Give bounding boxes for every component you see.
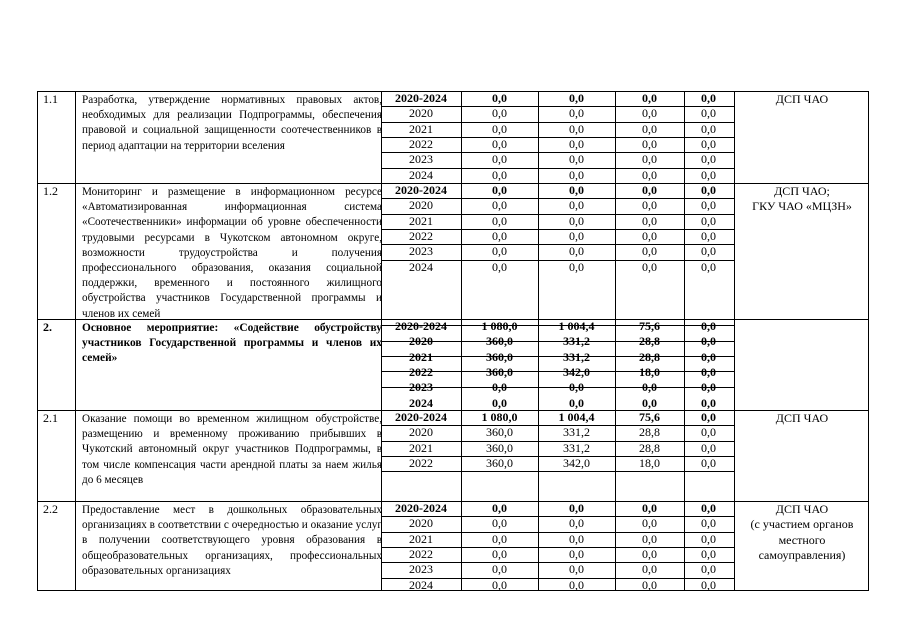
value-cell: 0,0	[569, 244, 584, 259]
value-cell: 0,0	[701, 501, 716, 515]
value-cell: 360,0	[486, 364, 513, 379]
value-cell: 0,0	[701, 516, 716, 531]
value-cell: 0,0	[701, 106, 716, 121]
value-cell: 0,0	[642, 244, 657, 259]
row-executor: ДСП ЧАО (с участием органов местного самоуправления)	[750, 502, 854, 562]
year-cell: 2021	[409, 213, 433, 228]
row-description: Основное мероприятие: «Содействие обустройству участников Государственной программы и членов их семей»	[82, 322, 382, 365]
value-cell: 0,0	[701, 410, 716, 424]
value-cell: 360,0	[486, 425, 513, 440]
value-cell: 0,0	[701, 183, 716, 197]
year-cell: 2022	[409, 136, 433, 151]
year-cell: 2022	[409, 546, 433, 561]
row-number: 2.2	[43, 502, 58, 516]
year-cell: 2021	[409, 440, 433, 455]
value-cell: 0,0	[642, 121, 657, 136]
value-cell: 360,0	[486, 455, 513, 470]
value-cell: 0,0	[492, 152, 507, 167]
value-cell: 18,0	[639, 364, 660, 379]
value-cell: 0,0	[569, 531, 584, 546]
value-cell: 0,0	[492, 136, 507, 151]
value-cell: 0,0	[492, 501, 507, 515]
year-cell: 2020-2024	[395, 91, 447, 105]
row-executor: ДСП ЧАО	[775, 92, 829, 106]
value-cell: 0,0	[701, 259, 716, 274]
value-cell: 0,0	[701, 152, 716, 167]
row-number: 1.2	[43, 184, 58, 198]
year-cell: 2024	[409, 577, 433, 592]
year-cell: 2020-2024	[395, 410, 447, 424]
value-cell: 28,8	[639, 334, 660, 349]
value-cell: 0,0	[701, 577, 716, 592]
value-cell: 0,0	[642, 577, 657, 592]
row-executor: ДСП ЧАО; ГКУ ЧАО «МЦЗН»	[752, 184, 852, 214]
value-cell: 0,0	[492, 577, 507, 592]
value-cell: 342,0	[563, 364, 590, 379]
value-cell: 0,0	[492, 121, 507, 136]
value-cell: 0,0	[492, 244, 507, 259]
value-cell: 0,0	[642, 259, 657, 274]
budget-table	[37, 91, 869, 591]
row-number: 2.	[43, 320, 52, 334]
value-cell: 0,0	[642, 562, 657, 577]
value-cell: 0,0	[492, 198, 507, 213]
year-cell: 2021	[409, 121, 433, 136]
value-cell: 0,0	[569, 516, 584, 531]
value-cell: 0,0	[492, 380, 507, 395]
value-cell: 18,0	[639, 455, 660, 470]
value-cell: 360,0	[486, 334, 513, 349]
value-cell: 0,0	[701, 455, 716, 470]
year-cell: 2024	[409, 395, 433, 410]
value-cell: 0,0	[569, 91, 584, 105]
year-cell: 2020-2024	[395, 319, 447, 333]
value-cell: 0,0	[569, 259, 584, 274]
value-cell: 75,6	[639, 319, 660, 333]
value-cell: 28,8	[639, 349, 660, 364]
row-executor: ДСП ЧАО	[775, 411, 829, 425]
value-cell: 342,0	[563, 455, 590, 470]
value-cell: 0,0	[569, 121, 584, 136]
year-cell: 2024	[409, 167, 433, 182]
value-cell: 0,0	[701, 546, 716, 561]
value-cell: 0,0	[492, 213, 507, 228]
value-cell: 0,0	[492, 167, 507, 182]
value-cell: 331,2	[563, 334, 590, 349]
year-cell: 2022	[409, 455, 433, 470]
value-cell: 0,0	[492, 562, 507, 577]
value-cell: 331,2	[563, 440, 590, 455]
table-border-left	[37, 91, 38, 591]
value-cell: 0,0	[701, 562, 716, 577]
year-row-divider	[381, 471, 734, 472]
value-cell: 0,0	[642, 531, 657, 546]
value-cell: 0,0	[569, 395, 584, 410]
year-cell: 2020-2024	[395, 501, 447, 515]
value-cell: 0,0	[701, 198, 716, 213]
year-cell: 2023	[409, 152, 433, 167]
value-cell: 0,0	[569, 198, 584, 213]
value-cell: 1 080,0	[481, 319, 518, 333]
value-cell: 1 080,0	[481, 410, 518, 424]
value-cell: 0,0	[701, 395, 716, 410]
value-cell: 0,0	[492, 395, 507, 410]
value-cell: 0,0	[569, 562, 584, 577]
year-cell: 2023	[409, 244, 433, 259]
value-cell: 28,8	[639, 425, 660, 440]
year-cell: 2020	[409, 334, 433, 349]
value-cell: 0,0	[642, 501, 657, 515]
row-description: Мониторинг и размещение в информационном ресурсе «Автоматизированная информационная система «Соотечественники» информации об уровне обеспеченности трудовыми ресурсами в Чукотском автономном округе, возможности трудоустройства и получения профессионального образования, оказания социальной поддержки, временного и постоянного жилищного обустройства участников Государственной программы и членов их семей	[82, 186, 382, 320]
year-cell: 2024	[409, 259, 433, 274]
year-cell: 2021	[409, 349, 433, 364]
value-cell: 0,0	[642, 228, 657, 243]
value-cell: 0,0	[642, 152, 657, 167]
value-cell: 0,0	[701, 167, 716, 182]
value-cell: 0,0	[569, 380, 584, 395]
value-cell: 0,0	[492, 183, 507, 197]
value-cell: 0,0	[569, 546, 584, 561]
value-cell: 0,0	[701, 319, 716, 333]
value-cell: 0,0	[492, 531, 507, 546]
value-cell: 0,0	[569, 577, 584, 592]
value-cell: 0,0	[492, 516, 507, 531]
year-cell: 2020	[409, 425, 433, 440]
value-cell: 0,0	[701, 228, 716, 243]
value-cell: 0,0	[569, 228, 584, 243]
value-cell: 0,0	[701, 213, 716, 228]
value-cell: 0,0	[569, 136, 584, 151]
value-cell: 0,0	[701, 334, 716, 349]
year-cell: 2023	[409, 562, 433, 577]
year-cell: 2021	[409, 531, 433, 546]
value-cell: 0,0	[701, 531, 716, 546]
column-divider	[75, 91, 76, 591]
value-cell: 0,0	[569, 183, 584, 197]
value-cell: 0,0	[642, 380, 657, 395]
value-cell: 28,8	[639, 440, 660, 455]
value-cell: 1 004,4	[558, 319, 595, 333]
value-cell: 0,0	[492, 259, 507, 274]
value-cell: 0,0	[492, 106, 507, 121]
value-cell: 0,0	[569, 501, 584, 515]
row-number: 1.1	[43, 92, 58, 106]
value-cell: 331,2	[563, 425, 590, 440]
value-cell: 0,0	[642, 167, 657, 182]
value-cell: 0,0	[701, 380, 716, 395]
year-cell: 2020	[409, 106, 433, 121]
value-cell: 0,0	[642, 395, 657, 410]
value-cell: 0,0	[569, 213, 584, 228]
value-cell: 0,0	[642, 136, 657, 151]
value-cell: 0,0	[492, 91, 507, 105]
value-cell: 0,0	[701, 349, 716, 364]
value-cell: 331,2	[563, 349, 590, 364]
value-cell: 0,0	[569, 152, 584, 167]
value-cell: 0,0	[701, 121, 716, 136]
value-cell: 1 004,4	[558, 410, 595, 424]
value-cell: 0,0	[642, 546, 657, 561]
year-cell: 2023	[409, 380, 433, 395]
value-cell: 75,6	[639, 410, 660, 424]
year-cell: 2022	[409, 228, 433, 243]
row-description: Разработка, утверждение нормативных правовых актов, необходимых для реализации Подпрограммы, обеспечения правовой и социальной защищенности соотечественников в период адаптации на территории вселения	[82, 94, 382, 152]
row-description: Предоставление мест в дошкольных образовательных организациях в соответствии с очередностью и оказание услуг в получении соответствующего уровня образования в общеобразовательных организациях, профессиональных образовательных организациях	[82, 504, 382, 577]
value-cell: 0,0	[701, 364, 716, 379]
value-cell: 0,0	[642, 516, 657, 531]
value-cell: 0,0	[701, 136, 716, 151]
value-cell: 0,0	[569, 106, 584, 121]
row-number: 2.1	[43, 411, 58, 425]
year-cell: 2020	[409, 516, 433, 531]
value-cell: 0,0	[642, 198, 657, 213]
value-cell: 0,0	[492, 228, 507, 243]
value-cell: 0,0	[701, 425, 716, 440]
year-cell: 2020-2024	[395, 183, 447, 197]
year-cell: 2020	[409, 198, 433, 213]
row-description: Оказание помощи во временном жилищном обустройстве, размещению и временному проживанию прибывших в Чукотский автономный округ участников Подпрограммы, в том числе компенсация части арендной платы за наем жилья до 6 месяцев	[82, 413, 382, 486]
value-cell: 0,0	[701, 91, 716, 105]
value-cell: 360,0	[486, 440, 513, 455]
value-cell: 0,0	[701, 440, 716, 455]
value-cell: 0,0	[642, 183, 657, 197]
value-cell: 0,0	[642, 91, 657, 105]
value-cell: 0,0	[569, 167, 584, 182]
value-cell: 360,0	[486, 349, 513, 364]
year-cell: 2022	[409, 364, 433, 379]
value-cell: 0,0	[701, 244, 716, 259]
value-cell: 0,0	[492, 546, 507, 561]
value-cell: 0,0	[642, 213, 657, 228]
value-cell: 0,0	[642, 106, 657, 121]
